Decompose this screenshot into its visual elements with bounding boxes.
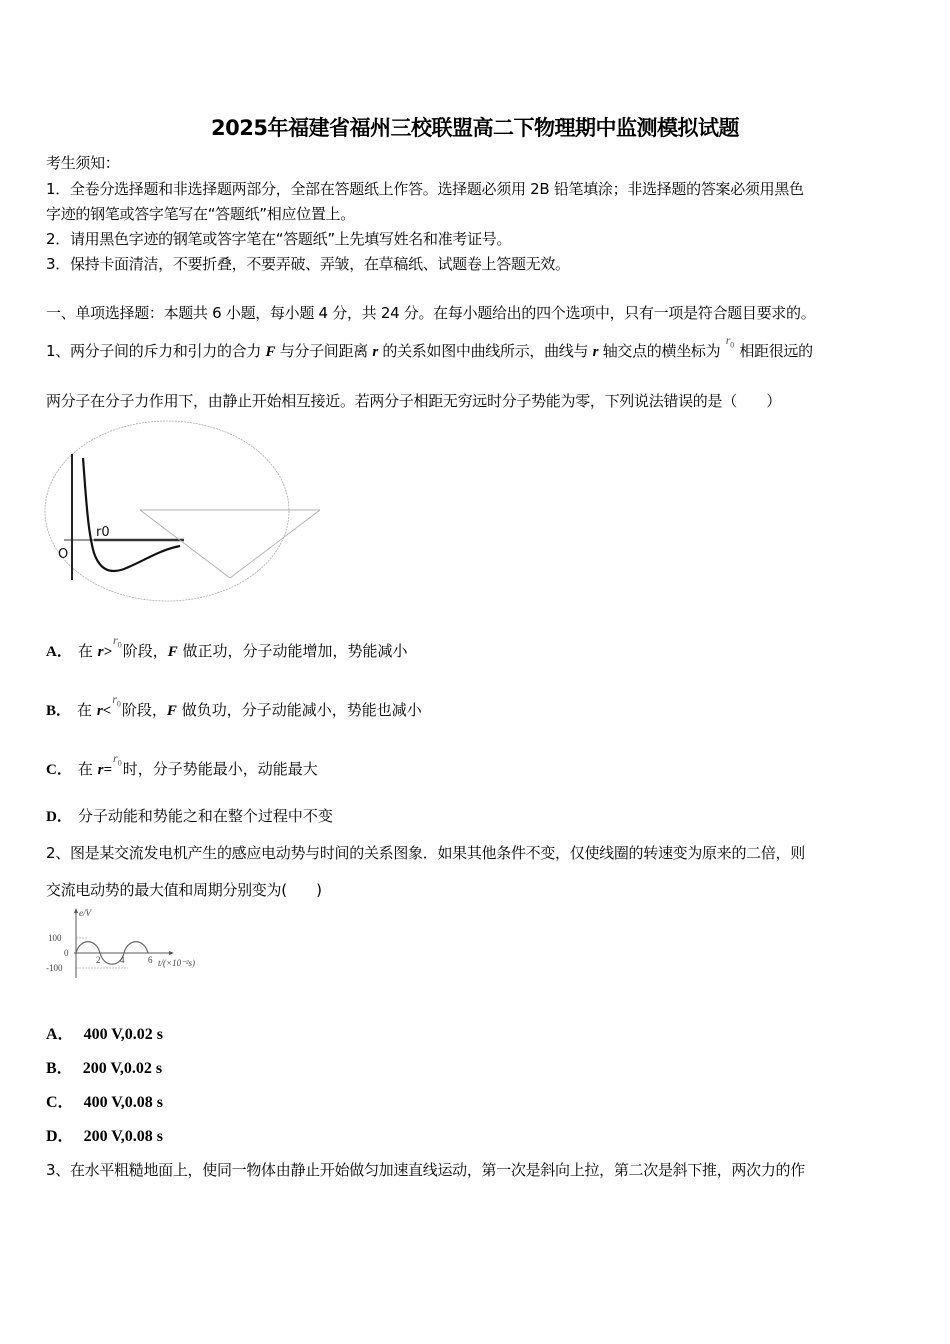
q1-text-e: 相距很远的 [739, 342, 813, 360]
section-heading: 一、单项选择题：本题共 6 小题，每小题 4 分，共 24 分。在每小题给出的四个选项中，只有一项是符合题目要求的。 [46, 304, 816, 322]
q1-var-r: r [372, 344, 378, 360]
svg-text:t/(×10⁻²s): t/(×10⁻²s) [158, 958, 196, 968]
q1-text-b: 与分子间距离 [279, 342, 368, 360]
page-title: 2025年福建省福州三校联盟高二下物理期中监测模拟试题 [211, 116, 739, 140]
r0-symbol: $r_0$ [113, 633, 122, 650]
notice-item-2: 2．请用黑色字迹的钢笔或答字笔在“答题纸”上先填写姓名和准考证号。 [46, 230, 512, 248]
q1-text-c: 的关系如图中曲线所示，曲线与 [382, 342, 589, 360]
svg-text:e/V: e/V [79, 908, 91, 918]
q1-stem-line2: 两分子在分子力作用下，由静止开始相互接近。若两分子相距无穷远时分子势能为零，下列说法错误的是（ ） [46, 392, 782, 410]
q1-option-a[interactable]: A． 在 $r>r_0$阶段，F 做正功，分子动能增加，势能减小 [46, 633, 408, 660]
q2-option-a[interactable]: A． 400 V,0.02 s [46, 1026, 163, 1043]
notice-heading: 考生须知： [46, 154, 120, 172]
q1-var-F: F [265, 344, 276, 360]
q1-option-b[interactable]: B． 在 $r<r_0$阶段，F 做负功，分子动能减小，势能也减小 [46, 692, 422, 719]
notice-item-3: 3．保持卡面清洁，不要折叠，不要弄破、弄皱，在草稿纸、试题卷上答题无效。 [46, 255, 570, 273]
svg-text:-100: -100 [46, 963, 63, 973]
q1-stem-line1 [46, 333, 813, 361]
q2-option-b[interactable]: B． 200 V,0.02 s [46, 1060, 163, 1077]
svg-text:6: 6 [148, 955, 153, 965]
svg-text:2: 2 [96, 955, 101, 965]
svg-text:4: 4 [120, 955, 125, 965]
q1-r0-symbol: $r_0$ [725, 333, 734, 350]
q2-option-d[interactable]: D． 200 V,0.08 s [46, 1128, 163, 1145]
notice-item-1: 1．全卷分选择题和非选择题两部分，全部在答题纸上作答。选择题必须用 2B 铅笔填涂；非选择题的答案必须用黑色 [46, 180, 804, 198]
q3-stem-line1: 3、在水平粗糙地面上，使同一物体由静止开始做匀加速直线运动，第一次是斜向上拉，第二次是斜下推，两次力的作 [46, 1161, 805, 1179]
r0-symbol: $r_0$ [113, 751, 122, 768]
notice-item-1-cont: 字迹的钢笔或答字笔写在“答题纸”相应位置上。 [46, 205, 355, 223]
svg-text:0: 0 [64, 948, 69, 958]
q1-force-distance-figure [44, 418, 324, 608]
q2-stem-line2: 交流电动势的最大值和周期分别变为( ) [46, 881, 322, 899]
q2-stem-line1: 2、图是某交流发电机产生的感应电动势与时间的关系图象．如果其他条件不变，仅使线圈的转速变为原来的二倍，则 [46, 844, 805, 862]
r0-label: r0 [96, 525, 110, 540]
q1-text-d: 轴交点的横坐标为 [602, 342, 721, 360]
svg-text:100: 100 [48, 933, 62, 943]
r0-symbol: $r_0$ [112, 692, 121, 709]
q1-option-d[interactable]: D． 分子动能和势能之和在整个过程中不变 [46, 807, 333, 825]
q2-option-c[interactable]: C． 400 V,0.08 s [46, 1094, 163, 1111]
origin-label: O [58, 547, 69, 562]
q1-option-c[interactable]: C． 在 $r=r_0$时，分子势能最小，动能最大 [46, 751, 318, 778]
q1-text-a: 1、两分子间的斥力和引力的合力 [46, 342, 262, 360]
q2-emf-time-chart [44, 906, 224, 982]
q1-var-r-axis: r [592, 344, 599, 360]
